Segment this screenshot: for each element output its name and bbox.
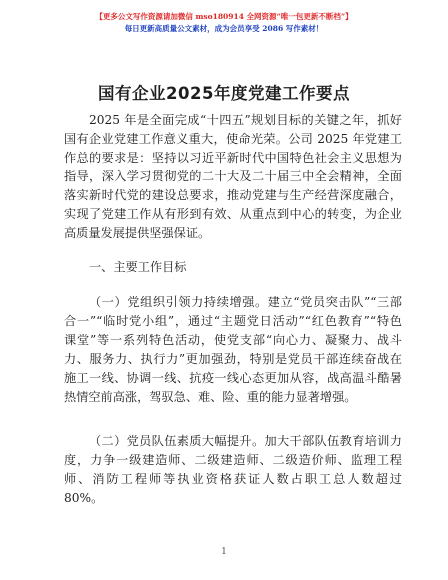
document-title: 国有企业2025年度党建工作要点 [98, 84, 350, 103]
paragraph-2-line-3: 课堂”等一系列特色活动，使党支部“向心力、凝聚力、战斗 [64, 333, 402, 347]
section-heading: 一、主要工作目标 [89, 260, 187, 274]
paragraph-2-line-4: 力、服务力、执行力”更加强劲，特别是党员干部连续奋战在 [64, 352, 402, 366]
paragraph-2-line-6: 热情空前高涨，驾驭急、难、险、重的能力显著增强。 [64, 390, 357, 404]
paragraph-1-line-1: 2025 年是全面完成“十四五”规划目标的关键之年，抓好 [89, 113, 402, 127]
paragraph-3-line-4: 80%。 [64, 491, 104, 505]
paragraph-3-line-1: （二）党员队伍素质大幅提升。加大干部队伍教育培训力 [89, 434, 402, 448]
paragraph-1-line-4: 指导，深入学习贯彻党的二十大及二十届三中全会精神，全面 [64, 169, 402, 183]
paragraph-3-line-2: 度，力争一级建造师、二级建造师、二级造价师、监理工程 [64, 453, 402, 467]
paragraph-2-line-2: 合一”“临时党小组”，通过“主题党日活动”“红色教育”“特色 [64, 314, 402, 328]
paragraph-3-line-3: 师、消防工程师等执业资格获证人数占职工总人数超过 [64, 472, 402, 486]
page-number: 1 [221, 547, 227, 557]
promo-banner-line-1: 【更多公文写作资源请加微信 mso180914 全网资源“唯一包更新不断档”】 [95, 12, 353, 21]
paragraph-2-line-5: 施工一线、协调一线、抗疫一线心态更加从容，战高温斗酷暑 [64, 371, 402, 385]
paragraph-1-line-2: 国有企业党建工作意义重大，使命光荣。公司 2025 年党建工 [64, 132, 402, 146]
paragraph-1-line-7: 高质量发展提供坚强保证。 [64, 226, 211, 240]
paragraph-2-line-1: （一）党组织引领力持续增强。建立“党员突击队”“三部 [89, 295, 402, 309]
promo-banner-line-2: 每日更新高质量公文素材，成为会员享受 2086 写作素材！ [124, 24, 324, 33]
paragraph-1-line-5: 落实新时代党的建设总要求，推动党建与生产经营深度融合， [64, 188, 402, 202]
paragraph-1-line-6: 实现了党建工作从有形到有效、从重点到中心的转变，为企业 [64, 207, 402, 221]
paragraph-1-line-3: 作总的要求是：坚持以习近平新时代中国特色社会主义思想为 [64, 151, 402, 165]
